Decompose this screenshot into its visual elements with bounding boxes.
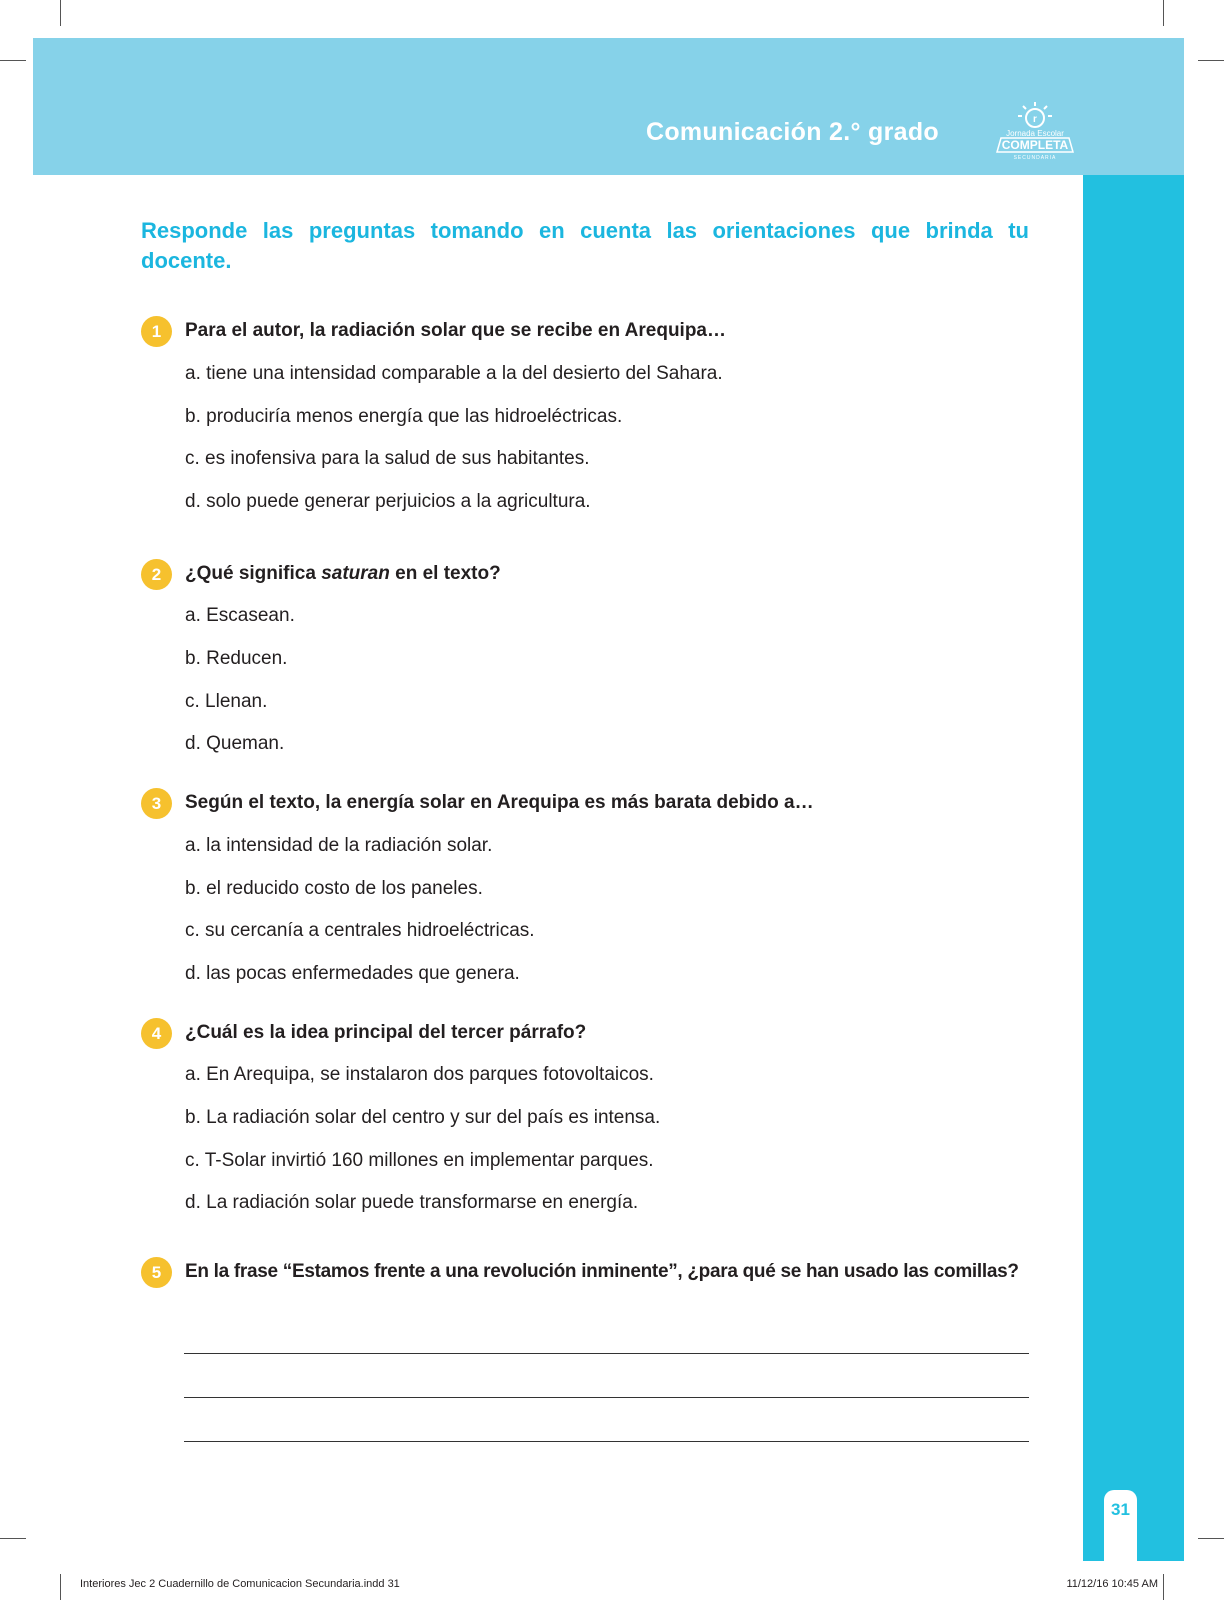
option-a[interactable]: a. En Arequipa, se instalaron dos parques fotovoltaicos. [185,1064,654,1085]
footer-datetime: 11/12/16 10:45 AM [1066,1578,1158,1590]
question-number-badge: 5 [141,1257,172,1288]
answer-line[interactable] [184,1353,1029,1354]
option-a[interactable]: a. la intensidad de la radiación solar. [185,835,493,856]
question-text: En la frase “Estamos frente a una revolución inminente”, ¿para qué se han usado las comillas? [185,1261,1019,1282]
crop-mark [0,1538,26,1539]
crop-mark [1198,60,1224,61]
crop-mark [60,0,61,26]
page-number: 31 [1111,1500,1130,1519]
option-d[interactable]: d. Queman. [185,733,285,754]
jornada-completa-logo [995,100,1075,162]
question-keyword: saturan [321,563,390,584]
option-d[interactable]: d. las pocas enfermedades que genera. [185,963,520,984]
question-text-start: ¿Qué significa [185,563,322,584]
option-a[interactable]: a. tiene una intensidad comparable a la del desierto del Sahara. [185,363,723,384]
question-text: ¿Cuál es la idea principal del tercer párrafo? [185,1022,587,1043]
option-c[interactable]: c. Llenan. [185,691,268,712]
option-c[interactable]: c. T-Solar invirtió 160 millones en implementar parques. [185,1150,654,1171]
option-b[interactable]: b. La radiación solar del centro y sur del país es intensa. [185,1107,661,1128]
crop-mark [60,1574,61,1600]
logo-text-jornada: Jornada Escolar [1006,129,1064,138]
crop-mark [0,60,26,61]
question-text: Para el autor, la radiación solar que se recibe en Arequipa… [185,320,726,341]
crop-mark [1163,1574,1164,1600]
instruction-heading: Responde las preguntas tomando en cuenta las orientaciones que brinda tu docente. [141,218,1029,273]
option-c[interactable]: c. su cercanía a centrales hidroeléctricas. [185,920,535,941]
svg-text:r: r [1033,114,1037,125]
question-text: Según el texto, la energía solar en Arequipa es más barata debido a… [185,792,814,813]
question-text-end: en el texto? [389,563,501,584]
page-title: Comunicación 2.° grado [645,118,939,146]
option-d[interactable]: d. solo puede generar perjuicios a la agricultura. [185,491,591,512]
question-number-badge: 1 [141,316,172,347]
option-d[interactable]: d. La radiación solar puede transformarse en energía. [185,1192,639,1213]
answer-line[interactable] [184,1441,1029,1442]
option-b[interactable]: b. Reducen. [185,648,288,669]
answer-line[interactable] [184,1397,1029,1398]
option-c[interactable]: c. es inofensiva para la salud de sus habitantes. [185,448,590,469]
side-band [1083,175,1184,1561]
option-b[interactable]: b. el reducido costo de los paneles. [185,878,483,899]
question-number-badge: 4 [141,1018,172,1049]
logo-text-completa: COMPLETA [1001,138,1069,152]
question-text [185,563,501,585]
option-a[interactable]: a. Escasean. [185,605,295,626]
question-number-badge: 2 [141,559,172,590]
option-b[interactable]: b. produciría menos energía que las hidroeléctricas. [185,406,623,427]
logo-text-secundaria: SECUNDARIA [1013,155,1057,161]
crop-mark [1163,0,1164,26]
question-number-badge: 3 [141,788,172,819]
footer-file-info: Interiores Jec 2 Cuadernillo de Comunicacion Secundaria.indd 31 [80,1578,400,1590]
crop-mark [1198,1538,1224,1539]
